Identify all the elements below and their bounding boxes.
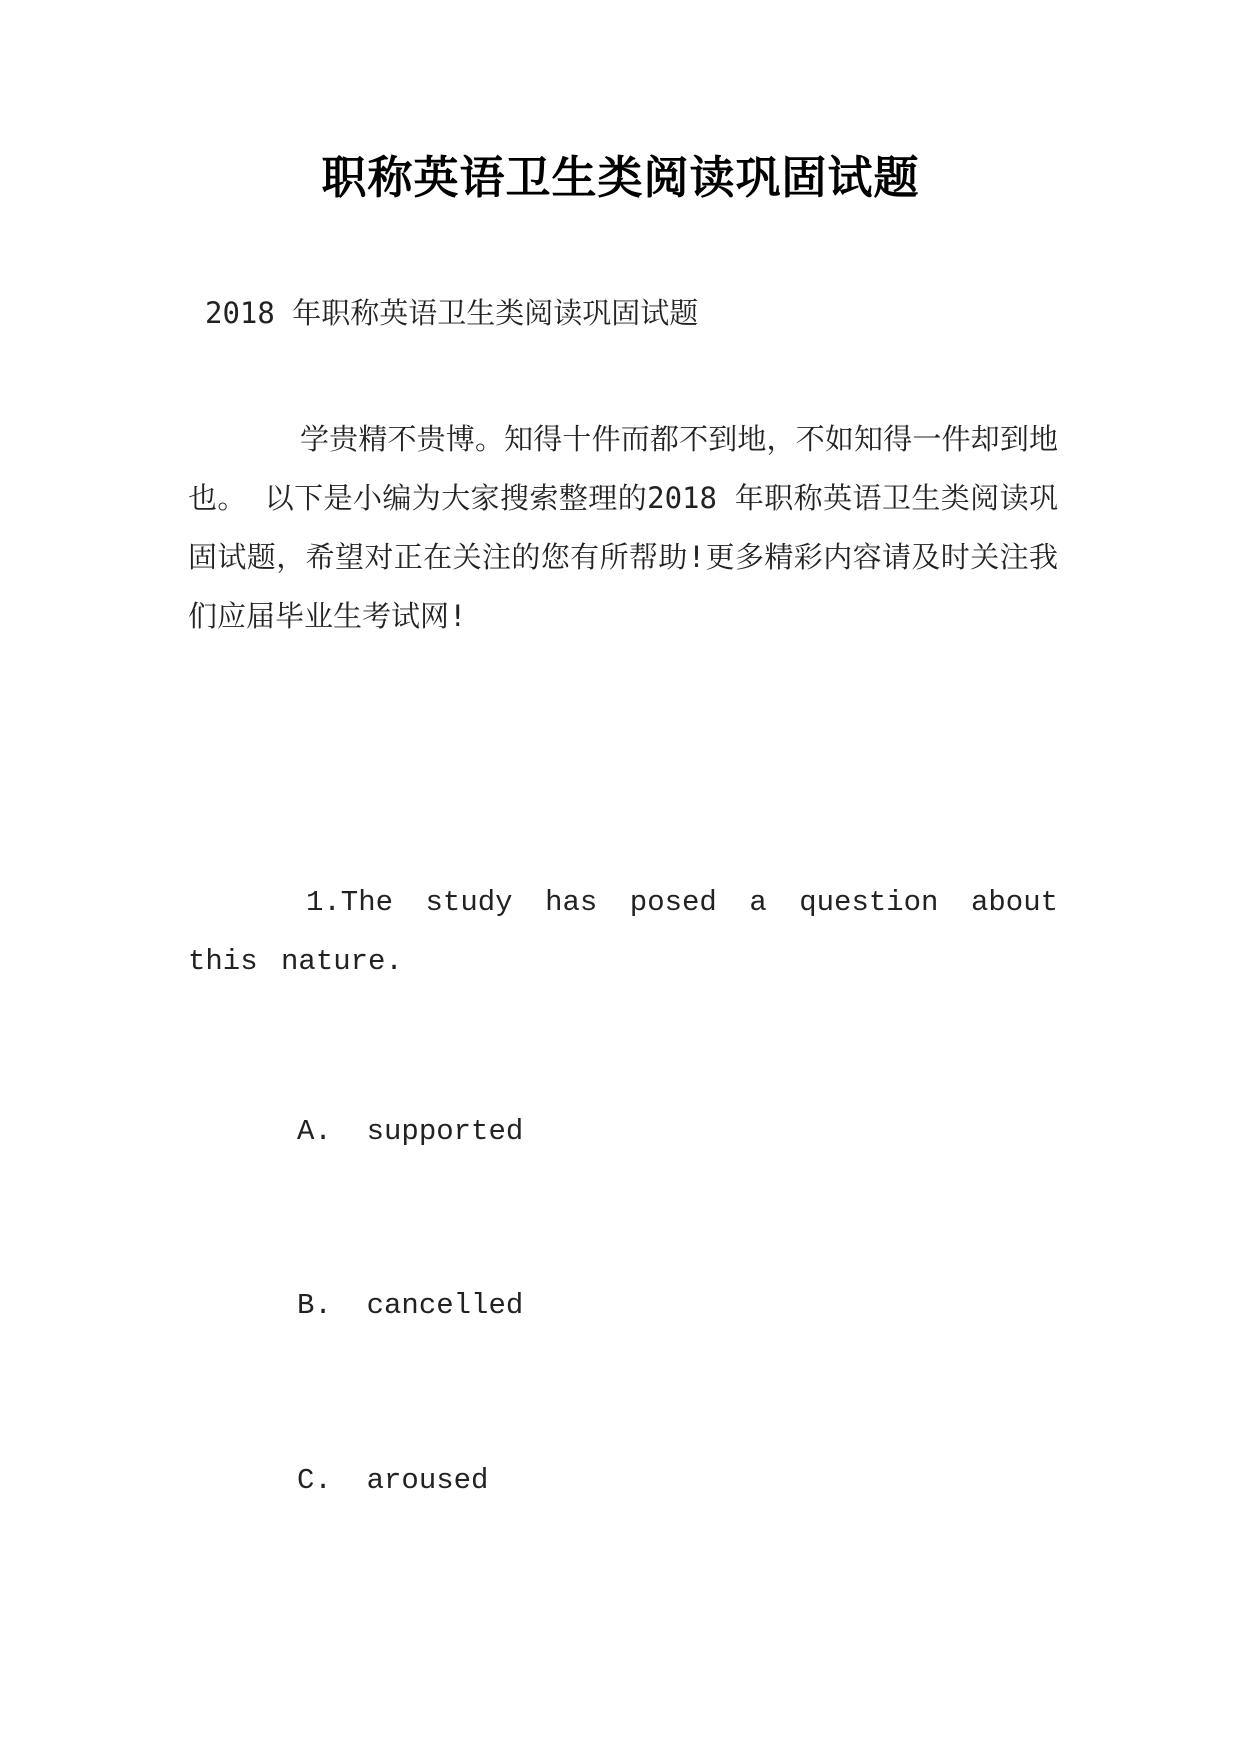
option-c-label: C. [297, 1464, 332, 1497]
option-a [297, 1112, 523, 1152]
option-c-text: aroused [366, 1464, 489, 1497]
option-c [297, 1461, 488, 1501]
intro-paragraph: 学贵精不贵博。知得十件而都不到地，不如知得一件却到地也。 以下是小编为大家搜索整理的2018 年职称英语卫生类阅读巩固试题，希望对正在关注的您有所帮助!更多精彩内容请及时关注我们应届毕业生考试网! [188, 422, 1058, 633]
document-title: 职称英语卫生类阅读巩固试题 [321, 151, 920, 204]
option-b-label: B. [297, 1289, 332, 1322]
option-a-text: supported [366, 1115, 524, 1148]
option-a-label: A. [297, 1115, 332, 1148]
option-b-text: cancelled [366, 1289, 524, 1322]
question-text: 1.The study has posed a question about this nature. [188, 886, 1058, 978]
document-subtitle: 2018 年职称英语卫生类阅读巩固试题 [205, 296, 699, 330]
option-b [297, 1286, 523, 1326]
